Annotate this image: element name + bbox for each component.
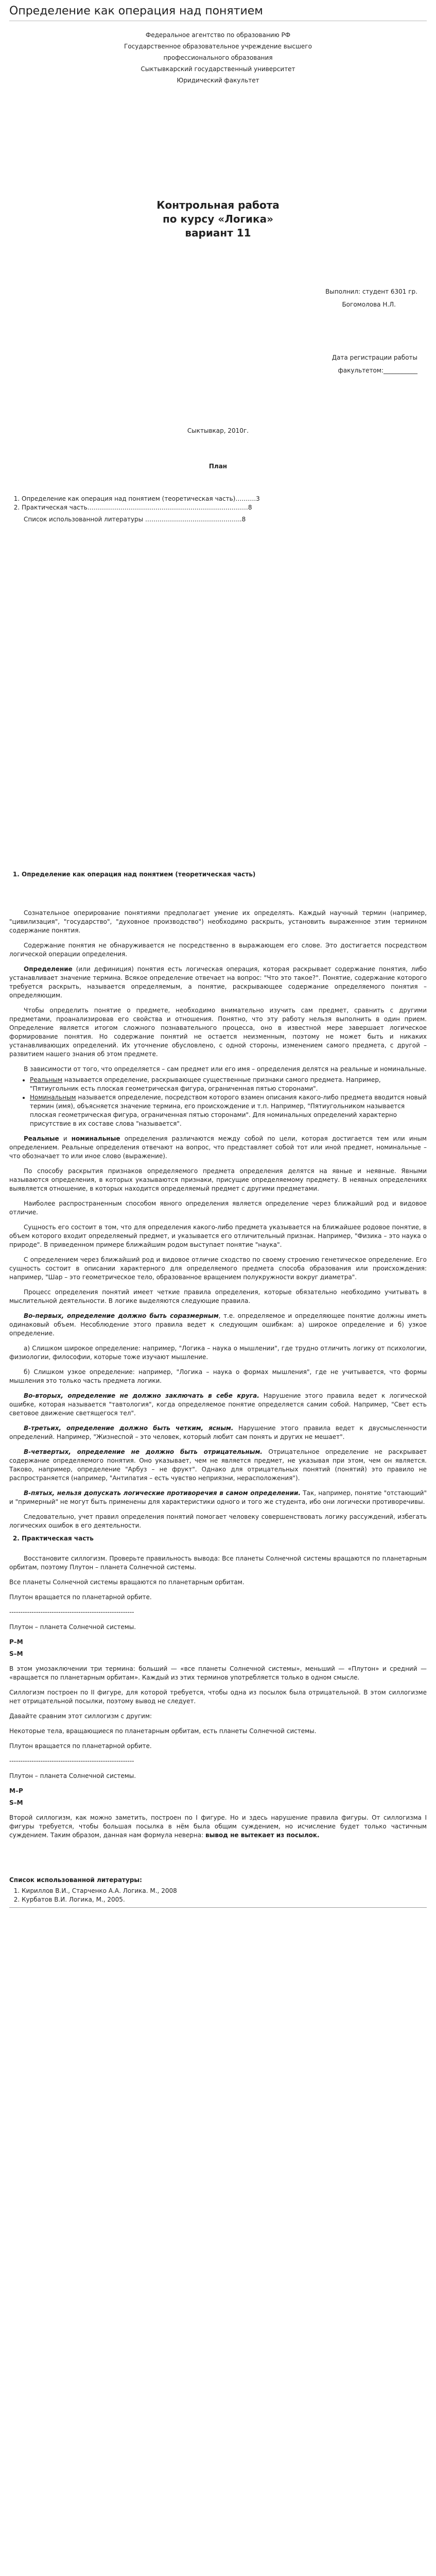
rule-title: В-четвертых, определение не должно быть отрицательным.	[24, 1448, 263, 1455]
faculty-line: факультетом:___________	[338, 367, 417, 374]
definition-types-list	[9, 1076, 427, 1128]
rule-text: Нарушение этого правила ведет к логической ошибке, которая называется "тавтология", когда определяемое понятие определяется самим собой. Например, "Свет есть световое движение светящегося тел".	[9, 1392, 427, 1417]
rule-paragraph	[9, 1392, 427, 1418]
rule-title: Во-первых, определение должно быть соразмерным	[24, 1312, 219, 1319]
rule-text: Отрицательное определение не раскрывает содержание определяемого понятия. Оно указывает, чем не является предмет, не указывая при этом, чем он является. Таково, например, определение "Арбуз – не фрукт". Однако для отрицательных понятий (понятий) это правило не распространяется (например, "Антипатия – есть чувство неприязни, нерасположения").	[9, 1448, 427, 1482]
rule-paragraph	[9, 1448, 427, 1483]
theory-text: (или дефиниция) понятия есть логическая операция, которая раскрывает содержание понятия, либо устанавливает значение термина. Всякое определение отвечает на вопрос: "Что это такое?". Понятие, содержание которого требуется раскрыть, называется определяемым, а понятие, раскрывающее содержание определяемого понятия – определяющим.	[9, 965, 427, 999]
scheme-line: S–М	[9, 1650, 23, 1657]
plan-list	[9, 495, 427, 512]
scheme-line: S–М	[9, 1799, 23, 1806]
theory-paragraph	[9, 965, 427, 1000]
performed-by: Выполнил: студент 6301 гр.	[325, 288, 417, 295]
practice-final-bold: вывод не вытекает из посылок.	[205, 1832, 320, 1839]
cover-title-line: вариант 11	[185, 227, 251, 239]
theory-paragraph: б) Слишком узкое определение: например, "Логика – наука о формах мышления", где не учитывается, что формы мышления это только часть предмета логики.	[9, 1368, 427, 1384]
cover-title-line: по курсу «Логика»	[162, 213, 274, 225]
institution-header	[9, 29, 427, 86]
term-real-bold: Реальные	[24, 1135, 59, 1142]
theory-paragraph: Следовательно, учет правил определения понятий помогает человеку совершенствовать логику рассуждений, избегать логических ошибок в его деятельности.	[9, 1513, 427, 1529]
premise: Плутон вращается по планетарной орбите.	[9, 1594, 152, 1601]
rule-paragraph	[9, 1424, 427, 1442]
header-line: Сыктывкарский государственный университет	[141, 65, 295, 73]
separator-line: --------------------------------------------------------	[9, 1608, 134, 1616]
list-item	[30, 1076, 427, 1093]
header-line: Государственное образовательное учреждение высшего	[124, 43, 312, 50]
premise: Все планеты Солнечной системы вращаются по планетарным орбитам.	[9, 1579, 245, 1586]
conclusion: Плутон – планета Солнечной системы.	[9, 1623, 136, 1631]
scheme-line: Р–М	[9, 1638, 23, 1646]
practice-heading: 2. Практическая часть	[22, 1534, 427, 1543]
theory-paragraph: По способу раскрытия признаков определяемого предмета определения делятся на явные и неявные. Явными называются определения, в которых указываются признаки, присущие определяемому предмету. В неявных определениях выявляется отношение, в которых находится определяемый предмет с другими предметами.	[9, 1167, 427, 1192]
header-line: Федеральное агентство по образованию РФ	[145, 31, 291, 39]
practice-final	[9, 1814, 427, 1840]
theory-paragraph: Чтобы определить понятие о предмете, необходимо внимательно изучить сам предмет, сравнить с другими предметами, проанализировав его свойства и отношения. Понятно, что эту работу нельзя выполнить в один прием. Определение является итогом сложного познавательного процесса, оно в известной мере завершает логическое формирование понятия. Но содержание понятий не остается неизменным, поэтому не может быть и никаких устанавливающих определений. Их уточнение обусловлено, с одной стороны, изменением самого предмета, с другой – развитием нашего знания об этом предмете.	[9, 1007, 427, 1058]
rule-paragraph	[9, 1489, 427, 1506]
city-year: Сыктывкар, 2010г.	[187, 427, 249, 434]
document-title: Определение как операция над понятием	[9, 5, 263, 18]
registration-label: Дата регистрации работы	[332, 354, 417, 361]
separator-line: --------------------------------------------------------	[9, 1757, 134, 1765]
scheme-line: М–Р	[9, 1787, 23, 1794]
theory-paragraph: Сущность его состоит в том, что для определения какого-либо предмета указывается на ближайшее родовое понятие, в объем которого входит определяемый предмет, и указывается его отличительный признак. Например, "Физика – это наука о природе". В приведенном примере ближайшим родом выступает понятие "наука".	[9, 1224, 427, 1248]
rule-text: Так, например, понятие "отстающий" и "примерный" не могут быть применены для характеристики одного и того же студента, ибо они логически противоречивы.	[9, 1489, 427, 1505]
theory-paragraph: Процесс определения понятий имеет четкие правила определения, которые обязательно необходимо учитывать в мыслительной деятельности. В логике выделяются следующие правила.	[9, 1289, 427, 1304]
author-name: Богомолова Н.Л.	[342, 301, 396, 308]
theory-heading: 1. Определение как операция над понятием (теоретическая часть)	[22, 870, 427, 879]
plan-item: 2. Практическая часть……………………………………………………………………8	[22, 503, 427, 512]
theory-paragraph: В зависимости от того, что определяется – сам предмет или его имя – определения делятся на реальные и номинальные.	[24, 1065, 427, 1073]
literature-heading: Список использованной литературы:	[9, 1876, 142, 1884]
practice-final-text: Второй силлогизм, как можно заметить, построен по I фигуре. Но и здесь нарушение правила фигуры. От силлогизма I фигуры требуется, чтобы большая посылка в нём была общим суждением, но исчисление будет только частичным суждением. Таким образом, данная нам формула неверна:	[9, 1814, 427, 1839]
rule-paragraph	[9, 1312, 427, 1338]
theory-paragraph: Сознательное оперирование понятиями предполагает умение их определять. Каждый научный термин (например, "цивилизация", "государство", "духовное производство") необходимо раскрыть, установить выраженное этим термином содержание понятия.	[9, 909, 427, 934]
theory-paragraph: Содержание понятия не обнаруживается не посредственно в выражающем его слове. Это достигается посредством логической операции определения.	[9, 942, 427, 958]
literature-list	[9, 1887, 427, 1904]
practice-explanation: В этом умозаключении три термина: больший — «все планеты Солнечной системы», меньший — «Плутон» и средний — «вращается по планетарным орбитам». Каждый из этих терминов употребляется только в одном смысле.	[9, 1665, 427, 1681]
list-item	[30, 1093, 427, 1128]
rule-title: Во-вторых, определение не должно заключать в себе круга.	[24, 1392, 259, 1399]
term-nominal-bold: номинальные	[71, 1135, 120, 1142]
theory-paragraph: С определением через ближайший род и видовое отличие сходство по своему строению генетическое определение. Его сущность состоит в описании характерного для определяемого предмета способа образования или происхождения: например, "Шар – это геометрическое тело, образованное вращением полукружности вокруг диаметра".	[9, 1256, 427, 1281]
theory-heading-list	[9, 870, 427, 879]
list-item-text: называется определение, посредством которого взамен описания какого-либо предмета вводится новый термин (имя), объясняется значение термина, его происхождение и т.п. Например, "Пятиугольником называется плоская геометрическая фигура, ограниченная пятью сторонами". Для номинальных определений характерно присутствие в их составе слова "называется".	[30, 1094, 427, 1127]
theory-paragraph: Наиболее распространенным способом явного определения является определение через ближайший род и видовое отличие.	[9, 1200, 427, 1216]
rule-text: , т.е. определяемое и определяющее понятие должны иметь одинаковый объем. Несоблюдение этого правила ведет к следующим ошибкам: а) широкое определение и б) узкое определение.	[9, 1312, 427, 1337]
header-line: профессионального образования	[163, 54, 273, 61]
theory-paragraph: а) Слишком широкое определение: например, "Логика – наука о мышлении", где трудно отличить логику от психологии, физиологии, философии, которые тоже изучают мышление.	[9, 1345, 427, 1361]
practice-explanation: Силлогизм построен по II фигуре, для которой требуется, чтобы одна из посылок была отрицательной. В этом силлогизме нет отрицательной посылки, поэтому вывод не следует.	[9, 1689, 427, 1705]
theory-text: и	[59, 1135, 72, 1142]
theory-text: определения различаются между собой по цели, которая достигается тем или иным определением. Реальные определения отвечают на вопрос, что представляет собой тот или иной предмет, номинальные – что обозначает то или иное слово (выражение).	[9, 1135, 427, 1160]
premise: Плутон вращается по планетарной орбите.	[9, 1742, 152, 1750]
rule-title: В-пятых, нельзя допускать логические противоречия в самом определении.	[24, 1489, 301, 1497]
cover-title	[9, 198, 427, 240]
conclusion: Плутон – планета Солнечной системы.	[9, 1772, 136, 1780]
practice-compare: Давайте сравним этот силлогизм с другим:	[9, 1713, 152, 1720]
rule-text: Нарушение этого правила ведет к двусмысленности определений. Например, "Жизнеспой – это человек, который любит сам понять и других не мешает".	[9, 1425, 427, 1440]
theory-paragraph	[9, 1134, 427, 1161]
cover-title-line: Контрольная работа	[156, 199, 280, 211]
rule-title: В-третьих, определение должно быть четким, ясным.	[24, 1425, 234, 1432]
list-item-text: называется определение, раскрывающее существенные признаки самого предмета. Например, "Пятиугольник есть плоская геометрическая фигура, ограниченная пятью сторонами".	[30, 1076, 381, 1092]
premise: Некоторые тела, вращающиеся по планетарным орбитам, есть планеты Солнечной системы.	[9, 1727, 317, 1735]
plan-heading: План	[208, 463, 228, 470]
term-definition: Определение	[24, 965, 73, 973]
practice-heading-list	[9, 1534, 427, 1543]
plan-literature: Список использованной литературы ………………………………………..8	[24, 516, 246, 523]
term-real: Реальным	[30, 1076, 63, 1083]
term-nominal: Номинальным	[30, 1094, 76, 1101]
literature-item: 1. Кириллов В.И., Старченко А.А. Логика. М., 2008	[22, 1887, 427, 1895]
header-line: Юридический факультет	[177, 77, 259, 84]
literature-item: 2. Курбатов В.И. Логика, М., 2005.	[22, 1895, 427, 1904]
plan-item: 1. Определение как операция над понятием (теоретическая часть)……….3	[22, 495, 427, 503]
practice-task: Восстановите силлогизм. Проверьте правильность вывода: Все планеты Солнечной системы вращаются по планетарным орбитам, поэтому Плутон – планета Солнечной системы.	[9, 1555, 427, 1571]
bottom-divider	[9, 1907, 427, 1908]
